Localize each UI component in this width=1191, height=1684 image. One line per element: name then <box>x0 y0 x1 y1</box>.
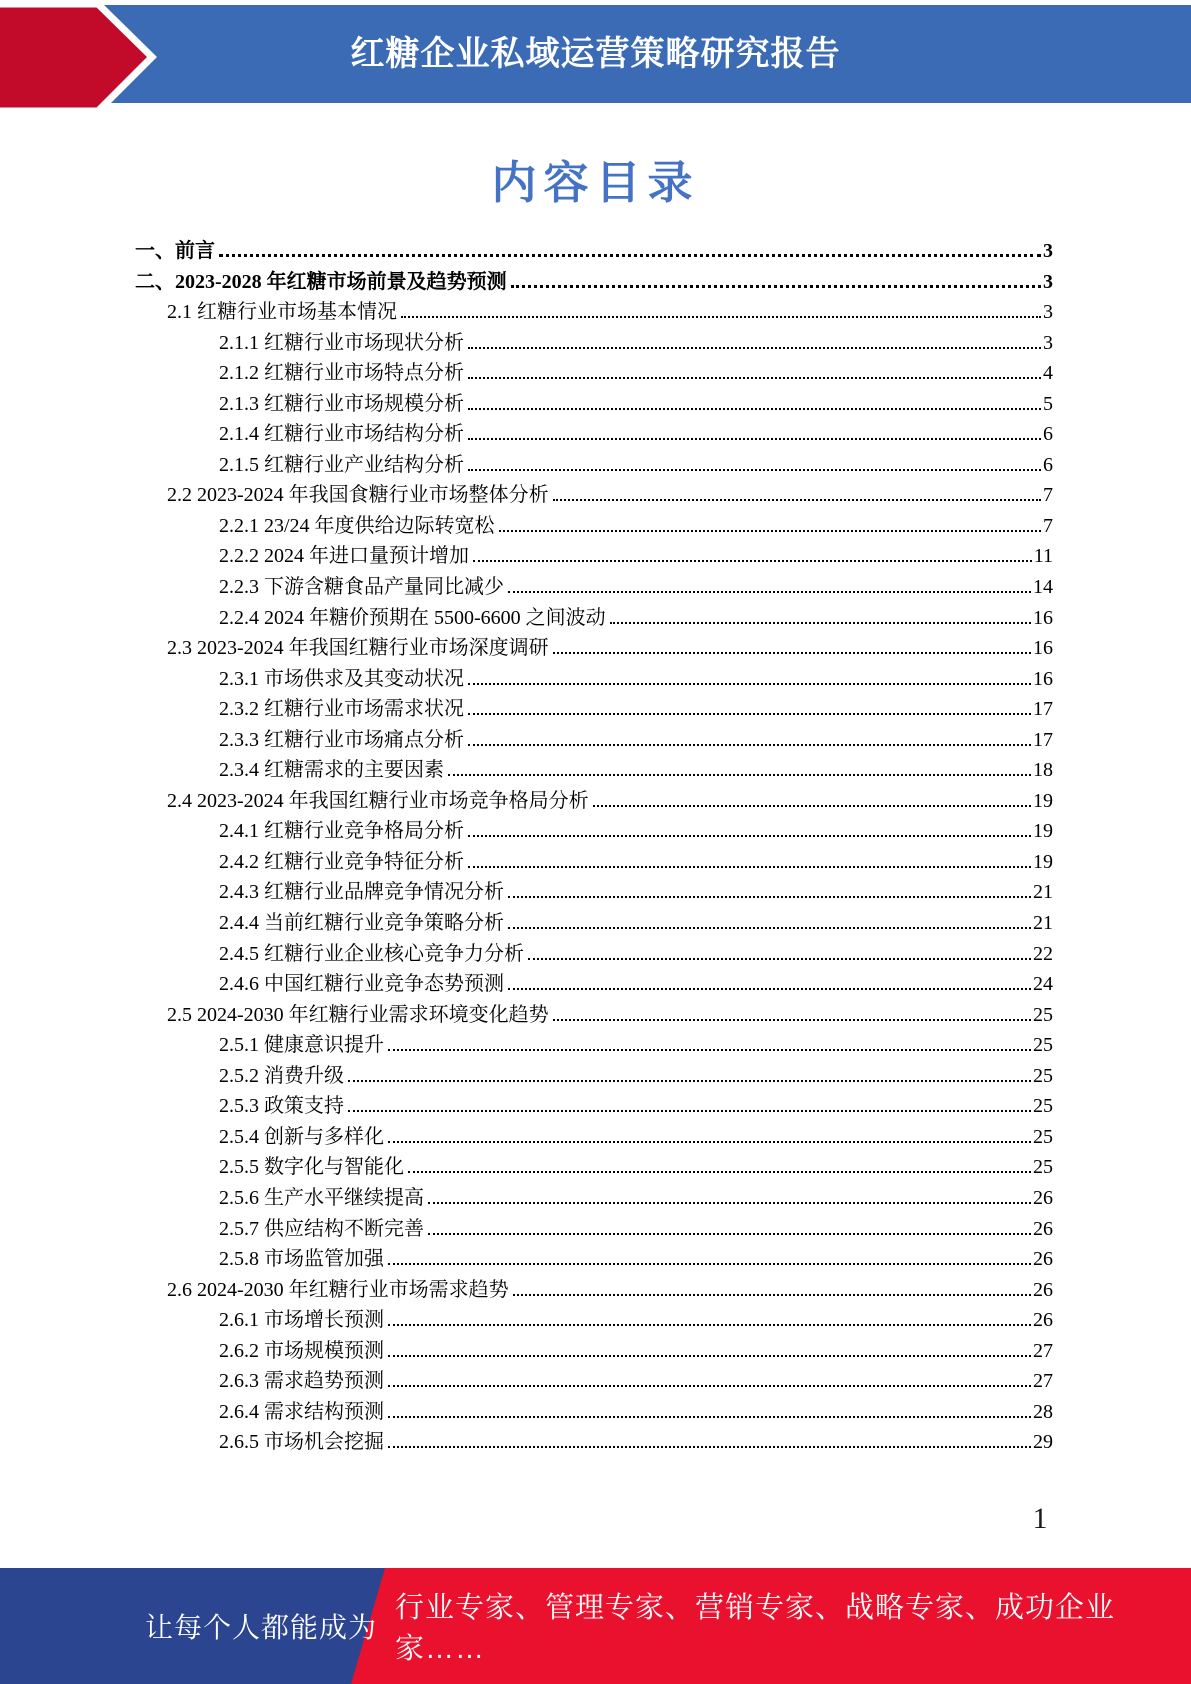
toc-entry[interactable] <box>135 723 1053 754</box>
footer-slogan-right: 行业专家、管理专家、营销专家、战略专家、成功企业家…… <box>395 1592 1116 1665</box>
toc-entry[interactable] <box>135 845 1053 876</box>
toc-entry[interactable] <box>135 539 1053 570</box>
toc-entry-label: 一、前言 <box>135 240 215 262</box>
toc-dotted-leader <box>593 805 1031 807</box>
toc-entry-label: 2.1.5 红糖行业产业结构分析 <box>219 453 464 476</box>
toc-entry-label: 2.4.6 中国红糖行业竞争态势预测 <box>219 973 504 996</box>
toc-entry[interactable] <box>135 295 1053 326</box>
toc-entry-label: 2.4 2023-2024 年我国红糖行业市场竞争格局分析 <box>167 789 589 812</box>
toc-dotted-leader <box>473 560 1032 562</box>
toc-entry-label: 2.3.4 红糖需求的主要因素 <box>219 759 444 782</box>
toc-entry-label: 2.4.2 红糖行业竞争特征分析 <box>219 850 464 873</box>
toc-entry-page: 6 <box>1043 423 1053 446</box>
toc-dotted-leader <box>508 988 1031 990</box>
toc-entry[interactable] <box>135 478 1053 509</box>
toc-entry[interactable] <box>135 1150 1053 1181</box>
toc-entry-page: 29 <box>1033 1431 1053 1454</box>
toc-entry-label: 2.1.4 红糖行业市场结构分析 <box>219 423 464 446</box>
toc-entry-page: 14 <box>1033 576 1053 599</box>
toc-entry[interactable] <box>135 937 1053 968</box>
toc-dotted-leader <box>610 622 1031 624</box>
toc-entry[interactable] <box>135 448 1053 479</box>
footer-slogan-left: 让每个人都能成为 <box>145 1612 378 1643</box>
toc-entry-page: 26 <box>1033 1278 1053 1301</box>
toc-entry[interactable] <box>135 570 1053 601</box>
toc-dotted-leader <box>468 683 1031 685</box>
toc-entry-page: 27 <box>1033 1339 1053 1362</box>
toc-dotted-leader <box>468 469 1041 471</box>
toc-entry-page: 21 <box>1033 912 1053 935</box>
toc-entry[interactable] <box>135 1242 1053 1273</box>
toc-dotted-leader <box>428 1202 1031 1204</box>
toc-entry-page: 17 <box>1033 728 1053 751</box>
toc-entry-label: 2.5.1 健康意识提升 <box>219 1034 384 1057</box>
toc-dotted-leader <box>468 377 1041 379</box>
toc-entry-label: 2.1.1 红糖行业市场现状分析 <box>219 331 464 354</box>
toc-entry-page: 25 <box>1033 1064 1053 1087</box>
toc-entry-label: 2.2 2023-2024 年我国食糖行业市场整体分析 <box>167 484 549 507</box>
toc-entry-page: 7 <box>1043 484 1053 507</box>
toc-entry-page: 25 <box>1033 1156 1053 1179</box>
toc-entry[interactable] <box>135 1028 1053 1059</box>
toc-entry-page: 25 <box>1033 1125 1053 1148</box>
toc-entry-page: 26 <box>1033 1186 1053 1209</box>
toc-dotted-leader <box>508 927 1031 929</box>
toc-dotted-leader <box>428 1233 1031 1235</box>
toc-entry-page: 3 <box>1043 270 1053 293</box>
toc-entry[interactable] <box>135 998 1053 1029</box>
toc-entry-label: 2.4.5 红糖行业企业核心竞争力分析 <box>219 942 524 965</box>
toc-entry[interactable] <box>135 601 1053 632</box>
toc-entry-page: 16 <box>1033 637 1053 660</box>
toc-entry-label: 2.1.2 红糖行业市场特点分析 <box>219 362 464 385</box>
toc-entry[interactable] <box>135 265 1053 296</box>
toc-dotted-leader <box>388 1355 1031 1357</box>
toc-dotted-leader <box>553 652 1031 654</box>
toc-entry[interactable] <box>135 967 1053 998</box>
toc-entry-label: 2.5.7 供应结构不断完善 <box>219 1217 424 1240</box>
toc-entry[interactable] <box>135 417 1053 448</box>
toc-entry-page: 3 <box>1043 331 1053 354</box>
toc-entry-page: 17 <box>1033 698 1053 721</box>
toc-dotted-leader <box>219 254 1041 257</box>
toc-entry-label: 2.6.3 需求趋势预测 <box>219 1370 384 1393</box>
toc-entry[interactable] <box>135 356 1053 387</box>
toc-dotted-leader <box>468 866 1031 868</box>
toc-entry-label: 2.5.4 创新与多样化 <box>219 1125 384 1148</box>
toc-entry-page: 22 <box>1033 942 1053 965</box>
toc-entry-page: 25 <box>1033 1095 1053 1118</box>
toc-entry-page: 16 <box>1033 606 1053 629</box>
toc-entry-label: 2.6.2 市场规模预测 <box>219 1339 384 1362</box>
toc-entry[interactable] <box>135 1089 1053 1120</box>
toc-entry-label: 2.1 红糖行业市场基本情况 <box>167 301 397 324</box>
toc-entry[interactable] <box>135 509 1053 540</box>
toc-entry[interactable] <box>135 387 1053 418</box>
toc-entry-page: 3 <box>1043 301 1053 324</box>
toc-entry-label: 2.5.3 政策支持 <box>219 1095 344 1118</box>
toc-entry-page: 19 <box>1033 789 1053 812</box>
toc-entry[interactable] <box>135 1273 1053 1304</box>
toc-dotted-leader <box>348 1110 1031 1112</box>
toc-entry[interactable] <box>135 1212 1053 1243</box>
toc-entry-page: 19 <box>1033 850 1053 873</box>
toc-entry-label: 2.1.3 红糖行业市场规模分析 <box>219 392 464 415</box>
toc-entry-page: 7 <box>1043 514 1053 537</box>
toc-entry-label: 2.3.1 市场供求及其变动状况 <box>219 667 464 690</box>
toc-dotted-leader <box>401 316 1041 318</box>
toc-entry-page: 26 <box>1033 1248 1053 1271</box>
toc-entry-label: 2.3.3 红糖行业市场痛点分析 <box>219 728 464 751</box>
toc-entry-page: 26 <box>1033 1217 1053 1240</box>
toc-entry[interactable] <box>135 1059 1053 1090</box>
toc-entry[interactable] <box>135 1334 1053 1365</box>
toc-dotted-leader <box>388 1049 1031 1051</box>
page-number: 1 <box>1032 1502 1048 1535</box>
footer <box>0 1568 1191 1684</box>
toc-heading: 内容目录 <box>491 158 700 208</box>
toc-entry-label: 2.5.2 消费升级 <box>219 1064 344 1087</box>
toc-dotted-leader <box>499 530 1041 532</box>
toc-entry-page: 16 <box>1033 667 1053 690</box>
toc-entry-page: 21 <box>1033 881 1053 904</box>
toc-entry-page: 4 <box>1043 362 1053 385</box>
toc-entry-label: 2.3 2023-2024 年我国红糖行业市场深度调研 <box>167 637 549 660</box>
toc-dotted-leader <box>528 958 1031 960</box>
toc-dotted-leader <box>348 1080 1031 1082</box>
toc-dotted-leader <box>468 408 1041 410</box>
toc-entry[interactable] <box>135 784 1053 815</box>
toc-entry[interactable] <box>135 1364 1053 1395</box>
toc-entry-label: 2.5.6 生产水平继续提高 <box>219 1186 424 1209</box>
toc-dotted-leader <box>388 1324 1031 1326</box>
toc-entry[interactable] <box>135 1395 1053 1426</box>
toc-entry[interactable] <box>135 1181 1053 1212</box>
toc-dotted-leader <box>508 896 1031 898</box>
toc-entry-page: 18 <box>1033 759 1053 782</box>
toc-entry-label: 二、2023-2028 年红糖市场前景及趋势预测 <box>135 270 507 293</box>
toc-dotted-leader <box>388 1263 1031 1265</box>
toc-entry-label: 2.6 2024-2030 年红糖行业市场需求趋势 <box>167 1278 509 1301</box>
report-title: 红糖企业私域运营策略研究报告 <box>350 35 841 73</box>
toc-entry[interactable] <box>135 631 1053 662</box>
toc-entry-label: 2.6.5 市场机会挖掘 <box>219 1431 384 1454</box>
toc-entry-page: 19 <box>1033 820 1053 843</box>
toc-entry-page: 6 <box>1043 453 1053 476</box>
toc-entry-label: 2.2.2 2024 年进口量预计增加 <box>219 545 469 568</box>
toc-dotted-leader <box>388 1416 1031 1418</box>
toc-dotted-leader <box>468 438 1041 440</box>
toc-entry[interactable] <box>135 234 1053 265</box>
toc-entry-page: 25 <box>1033 1034 1053 1057</box>
toc-list <box>135 234 1053 1456</box>
toc-dotted-leader <box>468 347 1041 349</box>
toc-dotted-leader <box>448 774 1031 776</box>
toc-entry-label: 2.4.4 当前红糖行业竞争策略分析 <box>219 912 504 935</box>
toc-entry-label: 2.4.1 红糖行业竞争格局分析 <box>219 820 464 843</box>
toc-entry[interactable] <box>135 1425 1053 1456</box>
toc-dotted-leader <box>468 835 1031 837</box>
toc-dotted-leader <box>513 1294 1031 1296</box>
toc-entry-page: 28 <box>1033 1400 1053 1423</box>
toc-dotted-leader <box>468 713 1031 715</box>
toc-entry-label: 2.3.2 红糖行业市场需求状况 <box>219 698 464 721</box>
toc-dotted-leader <box>408 1171 1031 1173</box>
toc-entry[interactable] <box>135 1120 1053 1151</box>
toc-entry-label: 2.2.4 2024 年糖价预期在 5500-6600 之间波动 <box>219 606 606 629</box>
toc-entry-label: 2.2.1 23/24 年度供给边际转宽松 <box>219 514 495 537</box>
toc-dotted-leader <box>388 1446 1031 1448</box>
toc-entry-page: 27 <box>1033 1370 1053 1393</box>
toc-entry[interactable] <box>135 875 1053 906</box>
toc-entry-page: 24 <box>1033 973 1053 996</box>
toc-entry-label: 2.6.4 需求结构预测 <box>219 1400 384 1423</box>
toc-entry-label: 2.5 2024-2030 年红糖行业需求环境变化趋势 <box>167 1003 549 1026</box>
toc-dotted-leader <box>468 744 1031 746</box>
toc-entry[interactable] <box>135 814 1053 845</box>
toc-entry-page: 5 <box>1043 392 1053 415</box>
toc-entry-page: 25 <box>1033 1003 1053 1026</box>
toc-entry[interactable] <box>135 662 1053 693</box>
toc-entry[interactable] <box>135 692 1053 723</box>
toc-entry-page: 26 <box>1033 1309 1053 1332</box>
toc-dotted-leader <box>388 1385 1031 1387</box>
toc-dotted-leader <box>553 1019 1031 1021</box>
toc-entry-label: 2.4.3 红糖行业品牌竞争情况分析 <box>219 881 504 904</box>
toc-entry[interactable] <box>135 753 1053 784</box>
toc-entry[interactable] <box>135 1303 1053 1334</box>
toc-entry[interactable] <box>135 906 1053 937</box>
toc-dotted-leader <box>388 1141 1031 1143</box>
toc-dotted-leader <box>511 285 1041 288</box>
toc-entry-page: 11 <box>1033 545 1053 568</box>
toc-entry-label: 2.2.3 下游含糖食品产量同比减少 <box>219 576 504 599</box>
toc-entry-label: 2.5.5 数字化与智能化 <box>219 1156 404 1179</box>
toc-entry[interactable] <box>135 326 1053 357</box>
toc-dotted-leader <box>553 499 1041 501</box>
toc-entry-label: 2.6.1 市场增长预测 <box>219 1309 384 1332</box>
toc-entry-label: 2.5.8 市场监管加强 <box>219 1248 384 1271</box>
toc-dotted-leader <box>508 591 1031 593</box>
toc-entry-page: 3 <box>1043 240 1053 262</box>
